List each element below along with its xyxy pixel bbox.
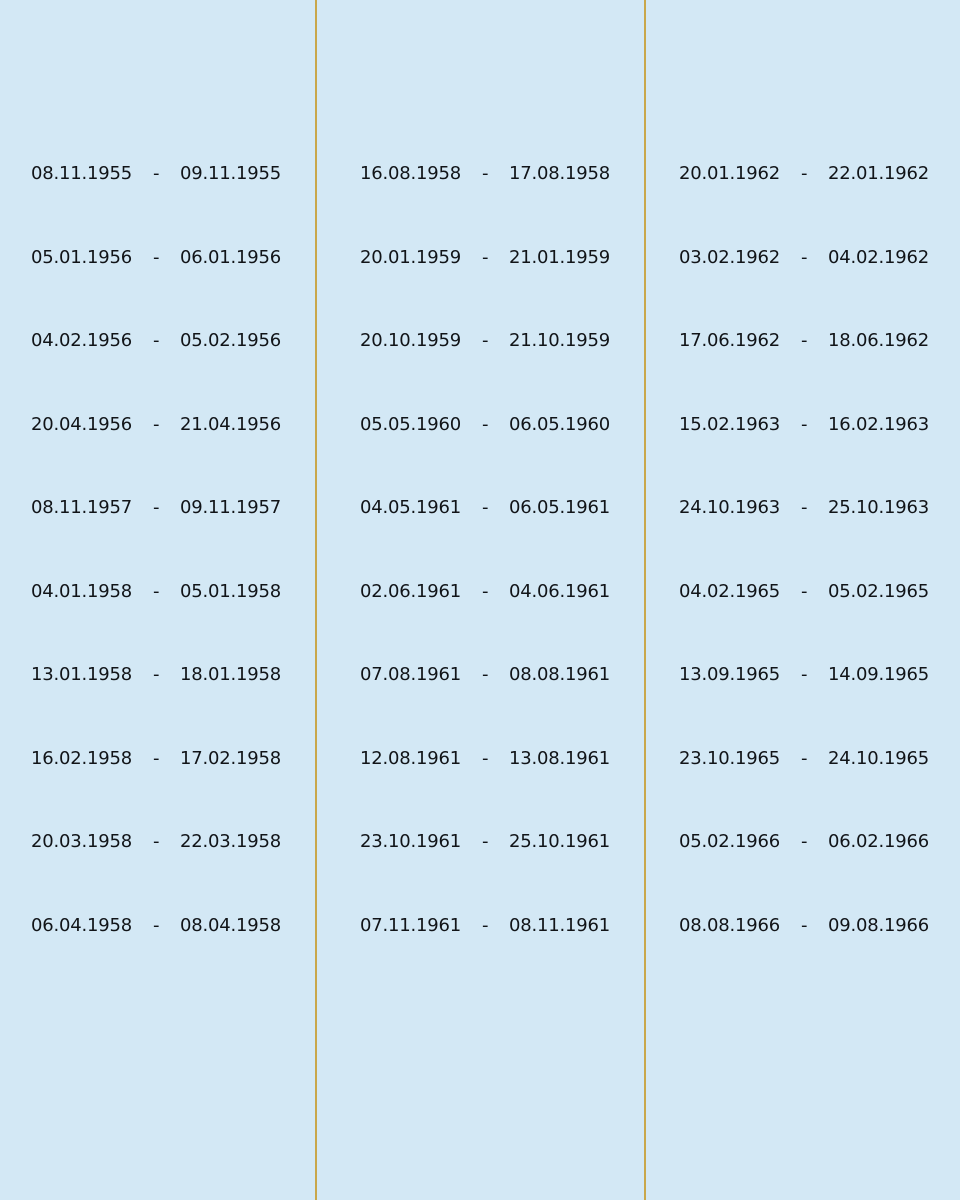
date-range-row	[31, 580, 281, 604]
date-range-row	[360, 246, 610, 270]
start-date: 04.05.1961	[360, 497, 462, 518]
range-separator: -	[482, 497, 489, 518]
end-date: 13.08.1961	[508, 747, 610, 769]
date-range-row	[31, 162, 281, 186]
start-date: 13.09.1965	[679, 664, 781, 685]
end-date: 22.03.1958	[179, 831, 281, 852]
end-date: 25.10.1963	[827, 497, 929, 518]
end-date: 21.04.1956	[179, 413, 281, 435]
start-date: 08.11.1957	[31, 497, 133, 518]
range-separator: -	[153, 831, 160, 852]
range-separator: -	[801, 497, 808, 518]
start-date: 04.02.1965	[679, 580, 781, 602]
start-date: 24.10.1963	[679, 497, 781, 518]
column-divider	[644, 0, 646, 1200]
date-range-row	[360, 830, 610, 854]
range-separator: -	[153, 747, 160, 769]
date-range-row	[31, 329, 281, 353]
date-range-row	[360, 413, 610, 437]
end-date: 25.10.1961	[508, 831, 610, 852]
date-range-row	[360, 663, 610, 687]
start-date: 07.08.1961	[360, 664, 462, 685]
end-date: 21.01.1959	[508, 246, 610, 268]
range-separator: -	[801, 747, 808, 769]
range-separator: -	[153, 497, 160, 518]
start-date: 07.11.1961	[360, 914, 462, 936]
range-separator: -	[801, 163, 808, 184]
start-date: 23.10.1965	[679, 747, 781, 769]
end-date: 05.02.1956	[179, 330, 281, 351]
range-separator: -	[153, 580, 160, 602]
start-date: 16.02.1958	[31, 747, 133, 769]
range-separator: -	[153, 330, 160, 351]
date-range-row	[679, 162, 929, 186]
date-range-row	[31, 246, 281, 270]
end-date: 14.09.1965	[827, 664, 929, 685]
range-separator: -	[801, 914, 808, 936]
end-date: 17.08.1958	[508, 163, 610, 184]
range-separator: -	[482, 831, 489, 852]
range-separator: -	[801, 330, 808, 351]
end-date: 09.11.1957	[179, 497, 281, 518]
range-separator: -	[482, 246, 489, 268]
date-range-row	[679, 663, 929, 687]
end-date: 05.01.1958	[179, 580, 281, 602]
date-range-row	[679, 580, 929, 604]
range-separator: -	[153, 664, 160, 685]
start-date: 20.10.1959	[360, 330, 462, 351]
date-range-row	[679, 747, 929, 771]
range-separator: -	[482, 664, 489, 685]
date-range-row	[679, 914, 929, 938]
range-separator: -	[482, 330, 489, 351]
end-date: 24.10.1965	[827, 747, 929, 769]
range-separator: -	[153, 246, 160, 268]
end-date: 04.02.1962	[827, 246, 929, 268]
range-separator: -	[801, 246, 808, 268]
range-separator: -	[482, 413, 489, 435]
column-divider	[315, 0, 317, 1200]
date-range-row	[679, 246, 929, 270]
date-range-row	[31, 663, 281, 687]
start-date: 04.01.1958	[31, 580, 133, 602]
end-date: 16.02.1963	[827, 413, 929, 435]
end-date: 08.08.1961	[508, 664, 610, 685]
start-date: 16.08.1958	[360, 163, 462, 184]
range-separator: -	[153, 914, 160, 936]
date-range-row	[679, 329, 929, 353]
date-range-row	[31, 413, 281, 437]
start-date: 20.04.1956	[31, 413, 133, 435]
date-range-row	[360, 496, 610, 520]
start-date: 20.01.1959	[360, 246, 462, 268]
date-range-row	[31, 914, 281, 938]
range-separator: -	[482, 914, 489, 936]
end-date: 08.11.1961	[508, 914, 610, 936]
start-date: 17.06.1962	[679, 330, 781, 351]
date-range-row	[679, 830, 929, 854]
end-date: 09.08.1966	[827, 914, 929, 936]
end-date: 06.05.1960	[508, 413, 610, 435]
date-range-row	[679, 496, 929, 520]
end-date: 09.11.1955	[179, 163, 281, 184]
range-separator: -	[482, 747, 489, 769]
end-date: 04.06.1961	[508, 580, 610, 602]
start-date: 08.08.1966	[679, 914, 781, 936]
start-date: 05.01.1956	[31, 246, 133, 268]
date-range-row	[679, 413, 929, 437]
start-date: 04.02.1956	[31, 330, 133, 351]
start-date: 20.03.1958	[31, 831, 133, 852]
date-range-row	[360, 747, 610, 771]
date-range-row	[360, 162, 610, 186]
start-date: 02.06.1961	[360, 580, 462, 602]
range-separator: -	[482, 580, 489, 602]
end-date: 17.02.1958	[179, 747, 281, 769]
start-date: 20.01.1962	[679, 163, 781, 184]
start-date: 15.02.1963	[679, 413, 781, 435]
range-separator: -	[801, 413, 808, 435]
end-date: 18.01.1958	[179, 664, 281, 685]
end-date: 06.05.1961	[508, 497, 610, 518]
end-date: 06.02.1966	[827, 831, 929, 852]
end-date: 08.04.1958	[179, 914, 281, 936]
range-separator: -	[801, 664, 808, 685]
date-range-row	[360, 580, 610, 604]
range-separator: -	[153, 413, 160, 435]
end-date: 21.10.1959	[508, 330, 610, 351]
end-date: 05.02.1965	[827, 580, 929, 602]
range-separator: -	[801, 580, 808, 602]
start-date: 23.10.1961	[360, 831, 462, 852]
start-date: 08.11.1955	[31, 163, 133, 184]
end-date: 22.01.1962	[827, 163, 929, 184]
date-range-row	[31, 496, 281, 520]
date-range-row	[360, 914, 610, 938]
range-separator: -	[482, 163, 489, 184]
start-date: 05.05.1960	[360, 413, 462, 435]
date-range-row	[31, 747, 281, 771]
start-date: 03.02.1962	[679, 246, 781, 268]
range-separator: -	[153, 163, 160, 184]
date-range-row	[360, 329, 610, 353]
end-date: 06.01.1956	[179, 246, 281, 268]
start-date: 13.01.1958	[31, 664, 133, 685]
start-date: 06.04.1958	[31, 914, 133, 936]
start-date: 05.02.1966	[679, 831, 781, 852]
end-date: 18.06.1962	[827, 330, 929, 351]
start-date: 12.08.1961	[360, 747, 462, 769]
range-separator: -	[801, 831, 808, 852]
date-range-row	[31, 830, 281, 854]
